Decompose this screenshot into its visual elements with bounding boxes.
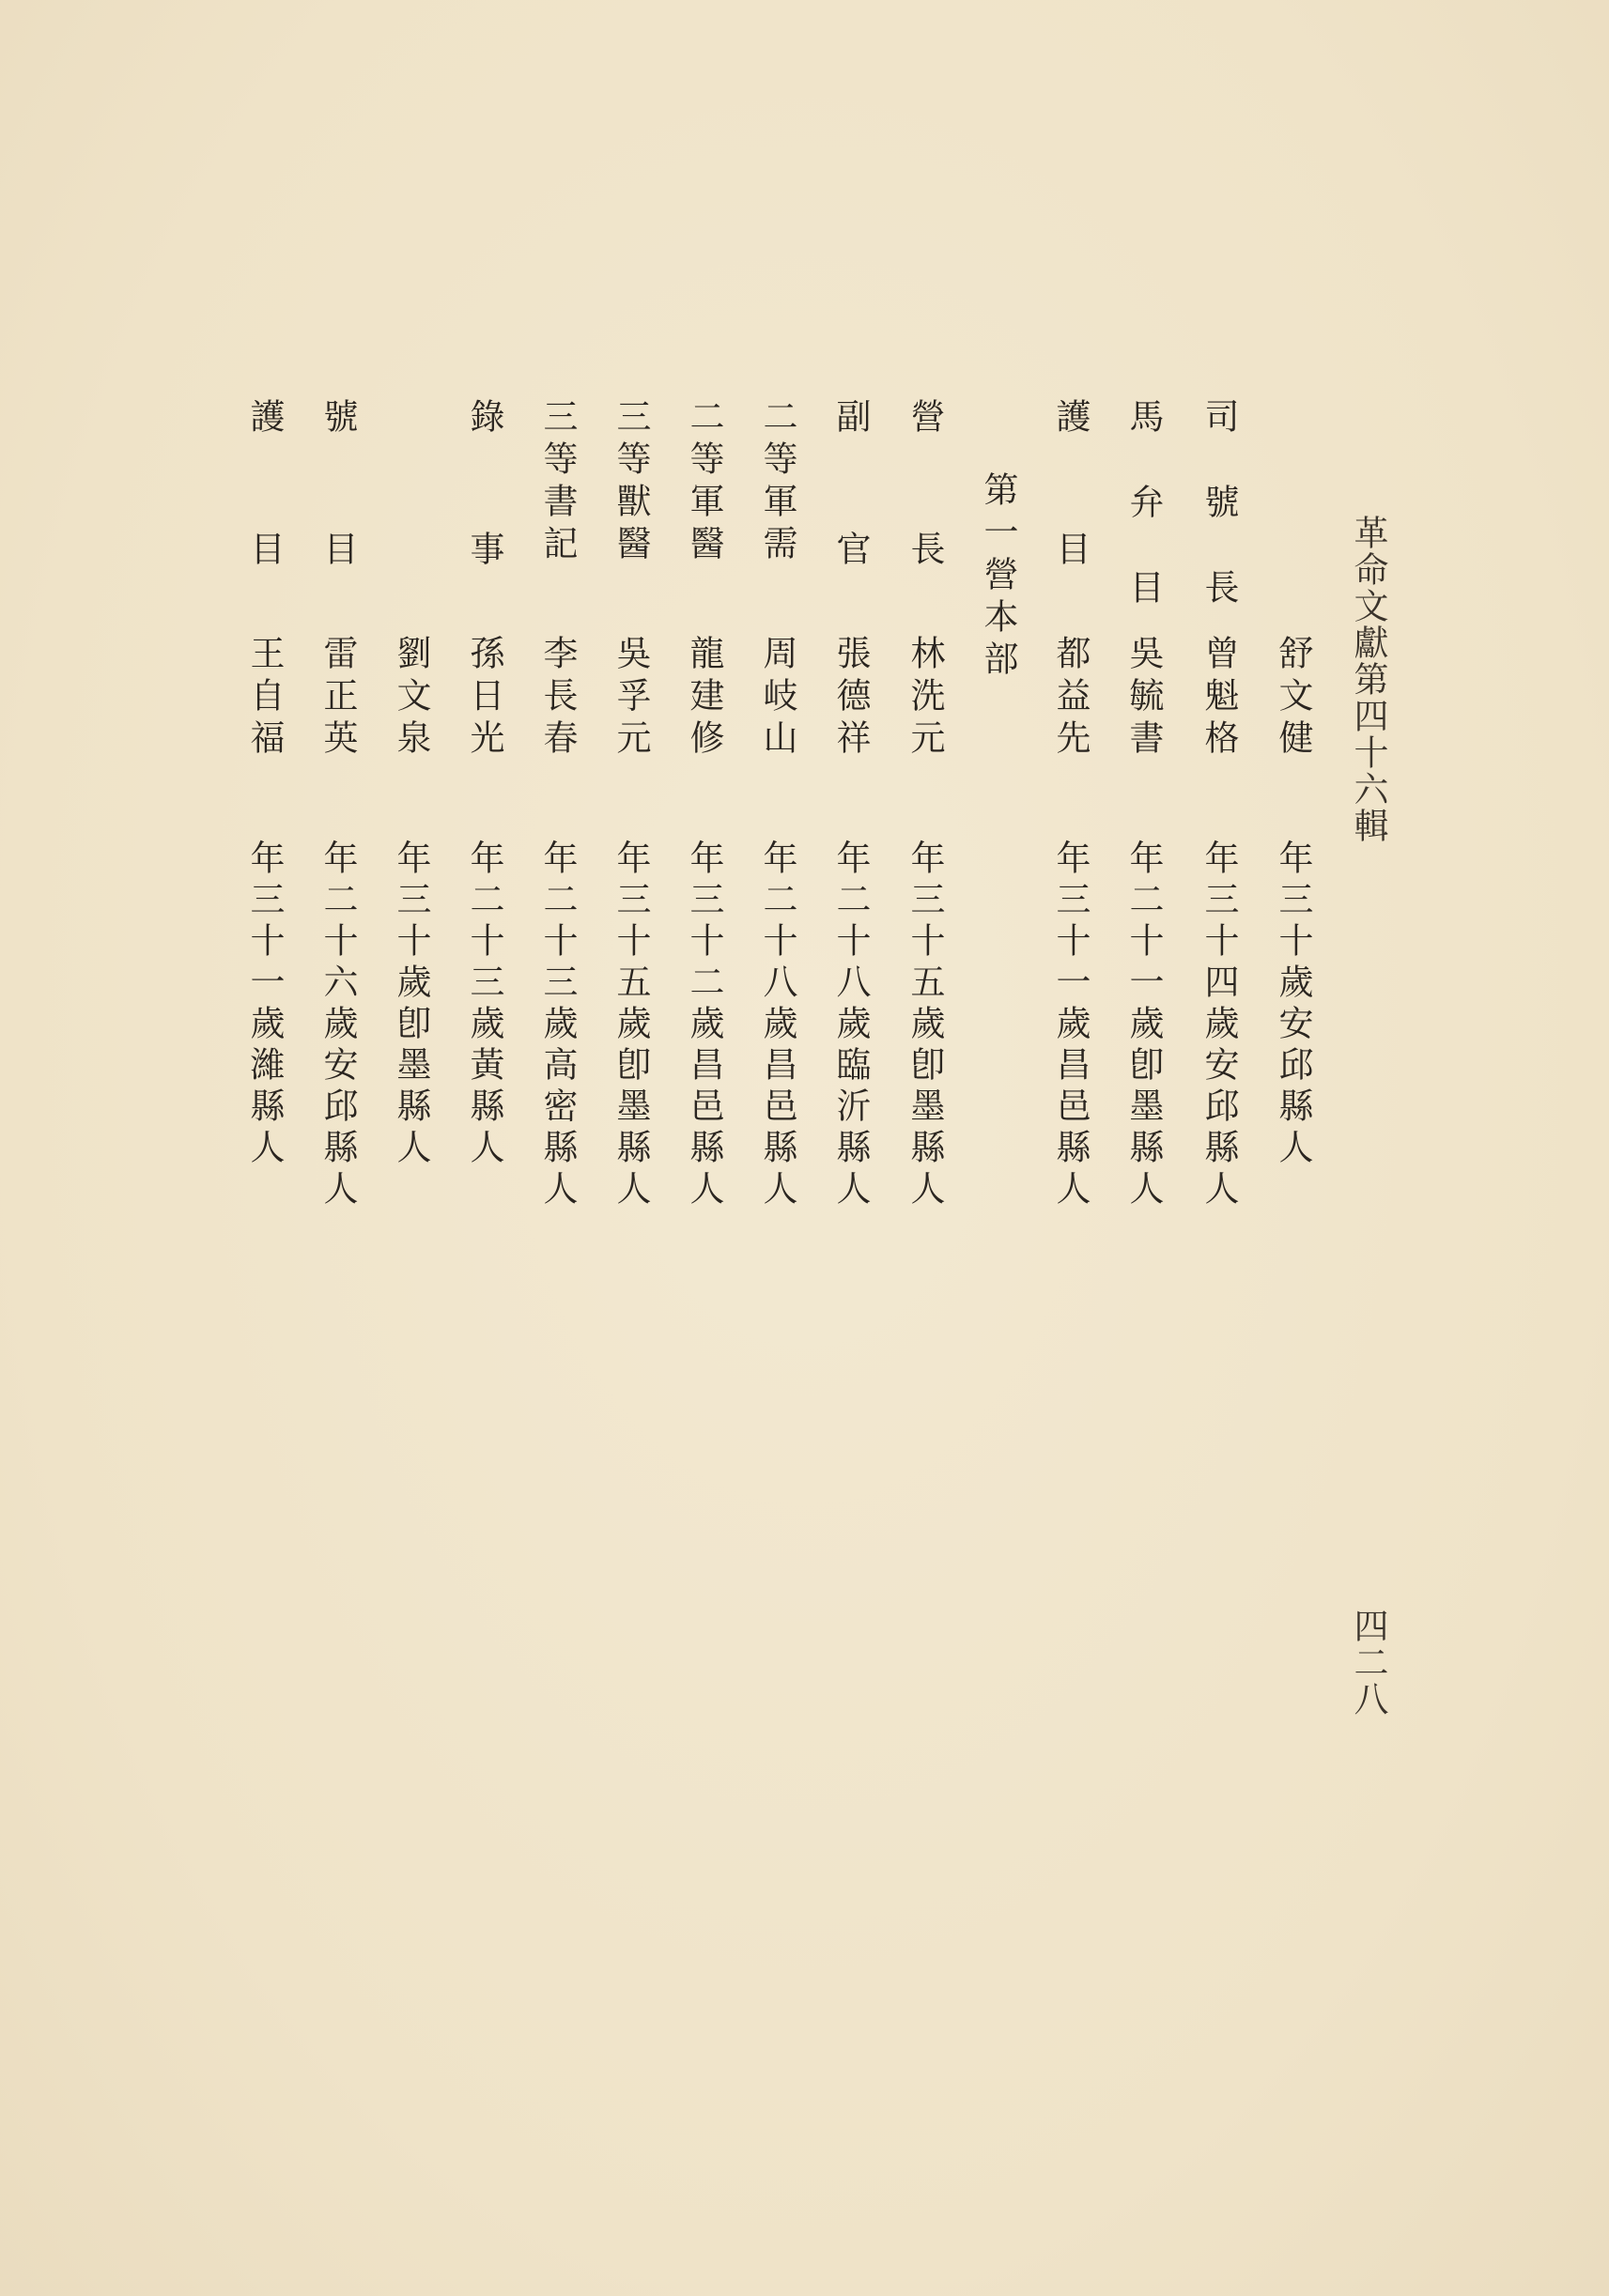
entry-detail: 年二十三歲高密縣人 <box>537 840 578 1211</box>
entry-name: 李長春 <box>537 635 578 762</box>
entry-detail: 年三十五歲卽墨縣人 <box>611 840 651 1211</box>
running-header: 革命文獻第四十六輯 <box>1348 515 1388 844</box>
entry-title: 護目 <box>1050 398 1091 663</box>
entry-detail: 年二十三歲黃縣人 <box>464 840 504 1170</box>
entry-name: 王自福 <box>244 635 285 762</box>
entry-detail: 年三十一歲昌邑縣人 <box>1050 840 1091 1211</box>
entry-name: 舒文健 <box>1273 635 1313 762</box>
entry-detail: 年二十六歲安邱縣人 <box>317 840 358 1211</box>
entry-detail: 年二十八歲昌邑縣人 <box>757 840 797 1211</box>
page-number: 四二八 <box>1348 1608 1388 1718</box>
entry-name: 曾魁格 <box>1199 635 1239 762</box>
entry-title: 三等獸醫 <box>611 398 651 567</box>
entry-name: 周岐山 <box>757 635 797 762</box>
entry-detail: 年三十歲安邱縣人 <box>1273 840 1313 1170</box>
entry-name: 都益先 <box>1050 635 1091 762</box>
entry-name: 雷正英 <box>317 635 358 762</box>
entry-name: 吳毓書 <box>1123 635 1164 762</box>
entry-detail: 年三十二歲昌邑縣人 <box>684 840 724 1211</box>
entry-title: 二等軍需 <box>757 398 797 567</box>
entry-detail: 年二十一歲卽墨縣人 <box>1123 840 1164 1211</box>
entry-detail: 年三十一歲濰縣人 <box>244 840 285 1170</box>
entry-title: 號目 <box>317 398 358 663</box>
entry-detail: 年二十八歲臨沂縣人 <box>830 840 871 1211</box>
entry-title: 副官 <box>830 398 871 663</box>
entry-title: 二等軍醫 <box>684 398 724 567</box>
entry-title: 營長 <box>905 398 945 663</box>
entry-name: 張德祥 <box>830 635 871 762</box>
entry-title: 司號長 <box>1199 398 1239 655</box>
entry-title: 錄事 <box>464 398 504 663</box>
entry-name: 孫日光 <box>464 635 504 762</box>
entry-name: 吳孚元 <box>611 635 651 762</box>
entry-title: 馬弁目 <box>1123 398 1164 655</box>
entry-detail: 年三十四歲安邱縣人 <box>1199 840 1239 1211</box>
entry-detail: 年三十五歲卽墨縣人 <box>905 840 945 1211</box>
entry-detail: 年三十歲卽墨縣人 <box>391 840 431 1170</box>
entry-title: 護目 <box>244 398 285 663</box>
entry-title: 三等書記 <box>537 398 578 567</box>
entry-name: 劉文泉 <box>391 635 431 762</box>
section-title: 第一營本部 <box>978 471 1018 683</box>
entry-name: 龍建修 <box>684 635 724 762</box>
entry-name: 林洗元 <box>905 635 945 762</box>
